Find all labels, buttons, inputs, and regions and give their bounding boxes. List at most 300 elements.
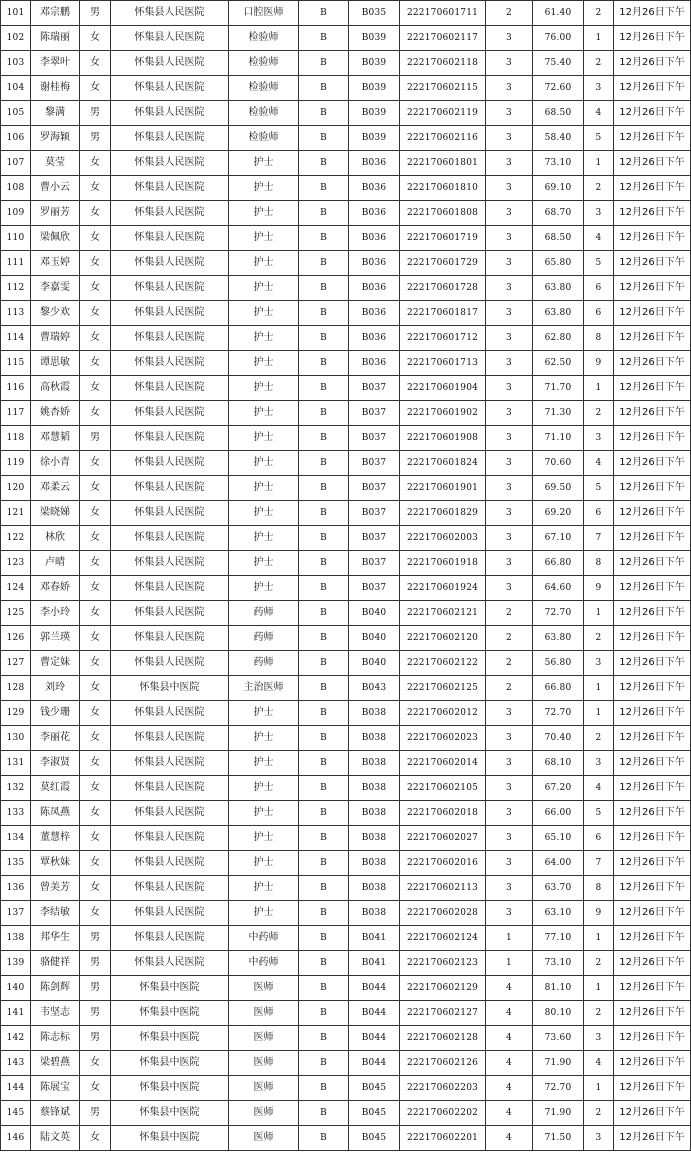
quota-cell: 3 xyxy=(486,76,533,101)
name-cell: 梁碧燕 xyxy=(31,1051,80,1076)
hospital-cell: 怀集县中医院 xyxy=(111,1126,229,1151)
post-code-cell: B037 xyxy=(349,476,400,501)
interview-time-cell: 12月26日下午 xyxy=(614,126,691,151)
interview-time-cell: 12月26日下午 xyxy=(614,951,691,976)
name-cell: 刘玲 xyxy=(31,676,80,701)
category-cell: B xyxy=(299,526,349,551)
table-row xyxy=(1,351,691,376)
category-cell: B xyxy=(299,1,349,26)
hospital-cell: 怀集县人民医院 xyxy=(111,901,229,926)
name-cell: 卢晴 xyxy=(31,551,80,576)
category-cell: B xyxy=(299,151,349,176)
position-cell: 中药师 xyxy=(229,951,299,976)
table-row xyxy=(1,476,691,501)
gender-cell: 女 xyxy=(80,801,111,826)
position-cell: 护士 xyxy=(229,226,299,251)
score-cell: 66.80 xyxy=(533,551,584,576)
exam-id-cell: 222170602120 xyxy=(400,626,486,651)
name-cell: 曹瑞婷 xyxy=(31,326,80,351)
position-cell: 护士 xyxy=(229,276,299,301)
name-cell: 谭思敏 xyxy=(31,351,80,376)
quota-cell: 3 xyxy=(486,151,533,176)
category-cell: B xyxy=(299,201,349,226)
interview-time-cell: 12月26日下午 xyxy=(614,1,691,26)
position-cell: 护士 xyxy=(229,876,299,901)
exam-id-cell: 222170602122 xyxy=(400,651,486,676)
category-cell: B xyxy=(299,101,349,126)
hospital-cell: 怀集县中医院 xyxy=(111,1001,229,1026)
position-cell: 医师 xyxy=(229,1126,299,1151)
post-code-cell: B037 xyxy=(349,451,400,476)
score-cell: 81.10 xyxy=(533,976,584,1001)
score-cell: 68.10 xyxy=(533,751,584,776)
table-row xyxy=(1,251,691,276)
post-code-cell: B038 xyxy=(349,801,400,826)
interview-time-cell: 12月26日下午 xyxy=(614,601,691,626)
gender-cell: 男 xyxy=(80,1001,111,1026)
name-cell: 莫红霞 xyxy=(31,776,80,801)
exam-id-cell: 222170601711 xyxy=(400,1,486,26)
gender-cell: 女 xyxy=(80,876,111,901)
name-cell: 邓柔云 xyxy=(31,476,80,501)
post-code-cell: B036 xyxy=(349,276,400,301)
name-cell: 曹小云 xyxy=(31,176,80,201)
table-row xyxy=(1,676,691,701)
rank-cell: 8 xyxy=(584,876,614,901)
category-cell: B xyxy=(299,476,349,501)
gender-cell: 男 xyxy=(80,1101,111,1126)
score-cell: 63.70 xyxy=(533,876,584,901)
quota-cell: 3 xyxy=(486,476,533,501)
table-row xyxy=(1,301,691,326)
quota-cell: 3 xyxy=(486,226,533,251)
category-cell: B xyxy=(299,651,349,676)
position-cell: 护士 xyxy=(229,401,299,426)
score-cell: 72.70 xyxy=(533,701,584,726)
hospital-cell: 怀集县人民医院 xyxy=(111,376,229,401)
position-cell: 护士 xyxy=(229,151,299,176)
position-cell: 中药师 xyxy=(229,926,299,951)
quota-cell: 3 xyxy=(486,326,533,351)
name-cell: 陈志标 xyxy=(31,1026,80,1051)
rank-cell: 1 xyxy=(584,1076,614,1101)
position-cell: 护士 xyxy=(229,376,299,401)
position-cell: 医师 xyxy=(229,1051,299,1076)
gender-cell: 女 xyxy=(80,26,111,51)
category-cell: B xyxy=(299,501,349,526)
interview-time-cell: 12月26日下午 xyxy=(614,401,691,426)
gender-cell: 女 xyxy=(80,301,111,326)
score-cell: 63.80 xyxy=(533,276,584,301)
row-number-cell: 134 xyxy=(1,826,31,851)
interview-time-cell: 12月26日下午 xyxy=(614,726,691,751)
category-cell: B xyxy=(299,901,349,926)
position-cell: 护士 xyxy=(229,576,299,601)
exam-id-cell: 222170602123 xyxy=(400,951,486,976)
position-cell: 医师 xyxy=(229,1026,299,1051)
name-cell: 林欣 xyxy=(31,526,80,551)
table-row xyxy=(1,951,691,976)
score-cell: 68.50 xyxy=(533,226,584,251)
quota-cell: 3 xyxy=(486,576,533,601)
score-cell: 70.40 xyxy=(533,726,584,751)
post-code-cell: B038 xyxy=(349,851,400,876)
hospital-cell: 怀集县人民医院 xyxy=(111,351,229,376)
score-cell: 69.50 xyxy=(533,476,584,501)
position-cell: 药师 xyxy=(229,601,299,626)
position-cell: 护士 xyxy=(229,351,299,376)
quota-cell: 3 xyxy=(486,26,533,51)
rank-cell: 3 xyxy=(584,751,614,776)
rank-cell: 5 xyxy=(584,801,614,826)
quota-cell: 3 xyxy=(486,551,533,576)
rank-cell: 4 xyxy=(584,451,614,476)
table-row xyxy=(1,326,691,351)
row-number-cell: 118 xyxy=(1,426,31,451)
gender-cell: 女 xyxy=(80,576,111,601)
quota-cell: 3 xyxy=(486,751,533,776)
score-cell: 65.10 xyxy=(533,826,584,851)
gender-cell: 女 xyxy=(80,901,111,926)
post-code-cell: B036 xyxy=(349,201,400,226)
rank-cell: 2 xyxy=(584,626,614,651)
position-cell: 药师 xyxy=(229,626,299,651)
score-cell: 70.60 xyxy=(533,451,584,476)
gender-cell: 女 xyxy=(80,176,111,201)
hospital-cell: 怀集县人民医院 xyxy=(111,526,229,551)
row-number-cell: 126 xyxy=(1,626,31,651)
row-number-cell: 130 xyxy=(1,726,31,751)
interview-time-cell: 12月26日下午 xyxy=(614,801,691,826)
quota-cell: 3 xyxy=(486,826,533,851)
table-row xyxy=(1,51,691,76)
post-code-cell: B036 xyxy=(349,176,400,201)
hospital-cell: 怀集县人民医院 xyxy=(111,201,229,226)
name-cell: 李翠叶 xyxy=(31,51,80,76)
interview-time-cell: 12月26日下午 xyxy=(614,151,691,176)
score-cell: 68.70 xyxy=(533,201,584,226)
name-cell: 罗海颖 xyxy=(31,126,80,151)
category-cell: B xyxy=(299,576,349,601)
name-cell: 邓玉婷 xyxy=(31,251,80,276)
table-row xyxy=(1,651,691,676)
rank-cell: 1 xyxy=(584,701,614,726)
post-code-cell: B036 xyxy=(349,301,400,326)
row-number-cell: 119 xyxy=(1,451,31,476)
gender-cell: 女 xyxy=(80,551,111,576)
exam-id-cell: 222170602023 xyxy=(400,726,486,751)
gender-cell: 女 xyxy=(80,826,111,851)
interview-time-cell: 12月26日下午 xyxy=(614,226,691,251)
post-code-cell: B037 xyxy=(349,501,400,526)
category-cell: B xyxy=(299,376,349,401)
row-number-cell: 101 xyxy=(1,1,31,26)
row-number-cell: 120 xyxy=(1,476,31,501)
category-cell: B xyxy=(299,301,349,326)
position-cell: 护士 xyxy=(229,751,299,776)
name-cell: 曾美芳 xyxy=(31,876,80,901)
exam-id-cell: 222170602203 xyxy=(400,1076,486,1101)
row-number-cell: 140 xyxy=(1,976,31,1001)
exam-id-cell: 222170602119 xyxy=(400,101,486,126)
table-row xyxy=(1,151,691,176)
gender-cell: 女 xyxy=(80,1126,111,1151)
post-code-cell: B037 xyxy=(349,426,400,451)
post-code-cell: B038 xyxy=(349,776,400,801)
hospital-cell: 怀集县人民医院 xyxy=(111,151,229,176)
position-cell: 护士 xyxy=(229,301,299,326)
table-row xyxy=(1,776,691,801)
score-cell: 80.10 xyxy=(533,1001,584,1026)
gender-cell: 女 xyxy=(80,651,111,676)
table-row xyxy=(1,401,691,426)
row-number-cell: 107 xyxy=(1,151,31,176)
category-cell: B xyxy=(299,1001,349,1026)
post-code-cell: B040 xyxy=(349,651,400,676)
post-code-cell: B041 xyxy=(349,926,400,951)
position-cell: 护士 xyxy=(229,551,299,576)
quota-cell: 3 xyxy=(486,201,533,226)
post-code-cell: B044 xyxy=(349,1051,400,1076)
row-number-cell: 132 xyxy=(1,776,31,801)
score-cell: 64.00 xyxy=(533,851,584,876)
name-cell: 李小玲 xyxy=(31,601,80,626)
hospital-cell: 怀集县人民医院 xyxy=(111,451,229,476)
post-code-cell: B036 xyxy=(349,326,400,351)
table-row xyxy=(1,526,691,551)
hospital-cell: 怀集县人民医院 xyxy=(111,501,229,526)
category-cell: B xyxy=(299,51,349,76)
position-cell: 护士 xyxy=(229,201,299,226)
category-cell: B xyxy=(299,951,349,976)
table-row xyxy=(1,876,691,901)
table-row xyxy=(1,226,691,251)
score-cell: 76.00 xyxy=(533,26,584,51)
category-cell: B xyxy=(299,826,349,851)
hospital-cell: 怀集县中医院 xyxy=(111,1026,229,1051)
row-number-cell: 129 xyxy=(1,701,31,726)
score-cell: 71.30 xyxy=(533,401,584,426)
rank-cell: 1 xyxy=(584,676,614,701)
post-code-cell: B044 xyxy=(349,1026,400,1051)
hospital-cell: 怀集县中医院 xyxy=(111,1076,229,1101)
exam-id-cell: 222170602118 xyxy=(400,51,486,76)
exam-id-cell: 222170602128 xyxy=(400,1026,486,1051)
name-cell: 陈展宝 xyxy=(31,1076,80,1101)
rank-cell: 5 xyxy=(584,126,614,151)
position-cell: 检验师 xyxy=(229,76,299,101)
position-cell: 护士 xyxy=(229,476,299,501)
table-row xyxy=(1,101,691,126)
table-row xyxy=(1,851,691,876)
exam-id-cell: 222170601712 xyxy=(400,326,486,351)
row-number-cell: 117 xyxy=(1,401,31,426)
quota-cell: 3 xyxy=(486,126,533,151)
name-cell: 徐小青 xyxy=(31,451,80,476)
category-cell: B xyxy=(299,326,349,351)
gender-cell: 女 xyxy=(80,151,111,176)
table-row xyxy=(1,126,691,151)
exam-id-cell: 222170602105 xyxy=(400,776,486,801)
hospital-cell: 怀集县人民医院 xyxy=(111,651,229,676)
name-cell: 高秋霞 xyxy=(31,376,80,401)
exam-id-cell: 222170602127 xyxy=(400,1001,486,1026)
table-row xyxy=(1,801,691,826)
interview-time-cell: 12月26日下午 xyxy=(614,1051,691,1076)
exam-id-cell: 222170601728 xyxy=(400,276,486,301)
table-row xyxy=(1,501,691,526)
post-code-cell: B039 xyxy=(349,126,400,151)
rank-cell: 8 xyxy=(584,551,614,576)
category-cell: B xyxy=(299,626,349,651)
category-cell: B xyxy=(299,251,349,276)
score-cell: 71.50 xyxy=(533,1126,584,1151)
quota-cell: 3 xyxy=(486,101,533,126)
post-code-cell: B036 xyxy=(349,151,400,176)
quota-cell: 2 xyxy=(486,1,533,26)
category-cell: B xyxy=(299,76,349,101)
hospital-cell: 怀集县人民医院 xyxy=(111,476,229,501)
row-number-cell: 121 xyxy=(1,501,31,526)
row-number-cell: 139 xyxy=(1,951,31,976)
hospital-cell: 怀集县人民医院 xyxy=(111,101,229,126)
name-cell: 陈瑞丽 xyxy=(31,26,80,51)
quota-cell: 1 xyxy=(486,951,533,976)
post-code-cell: B040 xyxy=(349,626,400,651)
exam-id-cell: 222170601829 xyxy=(400,501,486,526)
score-cell: 73.10 xyxy=(533,151,584,176)
quota-cell: 3 xyxy=(486,851,533,876)
table-row xyxy=(1,1001,691,1026)
hospital-cell: 怀集县人民医院 xyxy=(111,1,229,26)
gender-cell: 女 xyxy=(80,226,111,251)
hospital-cell: 怀集县人民医院 xyxy=(111,226,229,251)
quota-cell: 3 xyxy=(486,301,533,326)
rank-cell: 1 xyxy=(584,26,614,51)
interview-time-cell: 12月26日下午 xyxy=(614,926,691,951)
hospital-cell: 怀集县人民医院 xyxy=(111,176,229,201)
rank-cell: 1 xyxy=(584,601,614,626)
interview-time-cell: 12月26日下午 xyxy=(614,326,691,351)
score-cell: 56.80 xyxy=(533,651,584,676)
rank-cell: 4 xyxy=(584,101,614,126)
post-code-cell: B038 xyxy=(349,876,400,901)
rank-cell: 7 xyxy=(584,851,614,876)
interview-time-cell: 12月26日下午 xyxy=(614,426,691,451)
row-number-cell: 108 xyxy=(1,176,31,201)
table-row xyxy=(1,426,691,451)
table-row xyxy=(1,26,691,51)
interview-time-cell: 12月26日下午 xyxy=(614,576,691,601)
gender-cell: 女 xyxy=(80,76,111,101)
interview-time-cell: 12月26日下午 xyxy=(614,1001,691,1026)
hospital-cell: 怀集县人民医院 xyxy=(111,701,229,726)
hospital-cell: 怀集县人民医院 xyxy=(111,751,229,776)
table-row xyxy=(1,826,691,851)
name-cell: 韦坚志 xyxy=(31,1001,80,1026)
hospital-cell: 怀集县人民医院 xyxy=(111,826,229,851)
post-code-cell: B040 xyxy=(349,601,400,626)
table-row xyxy=(1,201,691,226)
table-row xyxy=(1,1,691,26)
name-cell: 黎满 xyxy=(31,101,80,126)
exam-id-cell: 222170601902 xyxy=(400,401,486,426)
interview-time-cell: 12月26日下午 xyxy=(614,751,691,776)
rank-cell: 3 xyxy=(584,201,614,226)
interview-time-cell: 12月26日下午 xyxy=(614,51,691,76)
category-cell: B xyxy=(299,676,349,701)
position-cell: 护士 xyxy=(229,176,299,201)
exam-id-cell: 222170602028 xyxy=(400,901,486,926)
category-cell: B xyxy=(299,1026,349,1051)
category-cell: B xyxy=(299,1076,349,1101)
quota-cell: 3 xyxy=(486,51,533,76)
table-row xyxy=(1,901,691,926)
interview-time-cell: 12月26日下午 xyxy=(614,676,691,701)
score-cell: 66.00 xyxy=(533,801,584,826)
position-cell: 护士 xyxy=(229,501,299,526)
gender-cell: 女 xyxy=(80,1076,111,1101)
quota-cell: 3 xyxy=(486,276,533,301)
quota-cell: 2 xyxy=(486,626,533,651)
row-number-cell: 138 xyxy=(1,926,31,951)
gender-cell: 男 xyxy=(80,1026,111,1051)
exam-id-cell: 222170602202 xyxy=(400,1101,486,1126)
post-code-cell: B038 xyxy=(349,901,400,926)
name-cell: 罗丽芳 xyxy=(31,201,80,226)
rank-cell: 6 xyxy=(584,826,614,851)
hospital-cell: 怀集县人民医院 xyxy=(111,326,229,351)
post-code-cell: B037 xyxy=(349,526,400,551)
hospital-cell: 怀集县人民医院 xyxy=(111,301,229,326)
exam-id-cell: 222170601810 xyxy=(400,176,486,201)
interview-time-cell: 12月26日下午 xyxy=(614,176,691,201)
exam-id-cell: 222170602014 xyxy=(400,751,486,776)
row-number-cell: 102 xyxy=(1,26,31,51)
exam-id-cell: 222170602126 xyxy=(400,1051,486,1076)
exam-id-cell: 222170601924 xyxy=(400,576,486,601)
interview-time-cell: 12月26日下午 xyxy=(614,1126,691,1151)
interview-time-cell: 12月26日下午 xyxy=(614,651,691,676)
score-cell: 62.80 xyxy=(533,326,584,351)
exam-id-cell: 222170601904 xyxy=(400,376,486,401)
position-cell: 检验师 xyxy=(229,101,299,126)
interview-time-cell: 12月26日下午 xyxy=(614,776,691,801)
rank-cell: 2 xyxy=(584,176,614,201)
row-number-cell: 105 xyxy=(1,101,31,126)
interview-time-cell: 12月26日下午 xyxy=(614,301,691,326)
position-cell: 检验师 xyxy=(229,26,299,51)
exam-id-cell: 222170602124 xyxy=(400,926,486,951)
category-cell: B xyxy=(299,551,349,576)
score-cell: 67.10 xyxy=(533,526,584,551)
gender-cell: 女 xyxy=(80,51,111,76)
row-number-cell: 141 xyxy=(1,1001,31,1026)
row-number-cell: 145 xyxy=(1,1101,31,1126)
rank-cell: 2 xyxy=(584,51,614,76)
rank-cell: 2 xyxy=(584,401,614,426)
post-code-cell: B045 xyxy=(349,1126,400,1151)
row-number-cell: 133 xyxy=(1,801,31,826)
table-row xyxy=(1,1076,691,1101)
category-cell: B xyxy=(299,126,349,151)
interview-time-cell: 12月26日下午 xyxy=(614,101,691,126)
gender-cell: 男 xyxy=(80,126,111,151)
rank-cell: 6 xyxy=(584,276,614,301)
quota-cell: 3 xyxy=(486,426,533,451)
hospital-cell: 怀集县人民医院 xyxy=(111,776,229,801)
gender-cell: 男 xyxy=(80,976,111,1001)
